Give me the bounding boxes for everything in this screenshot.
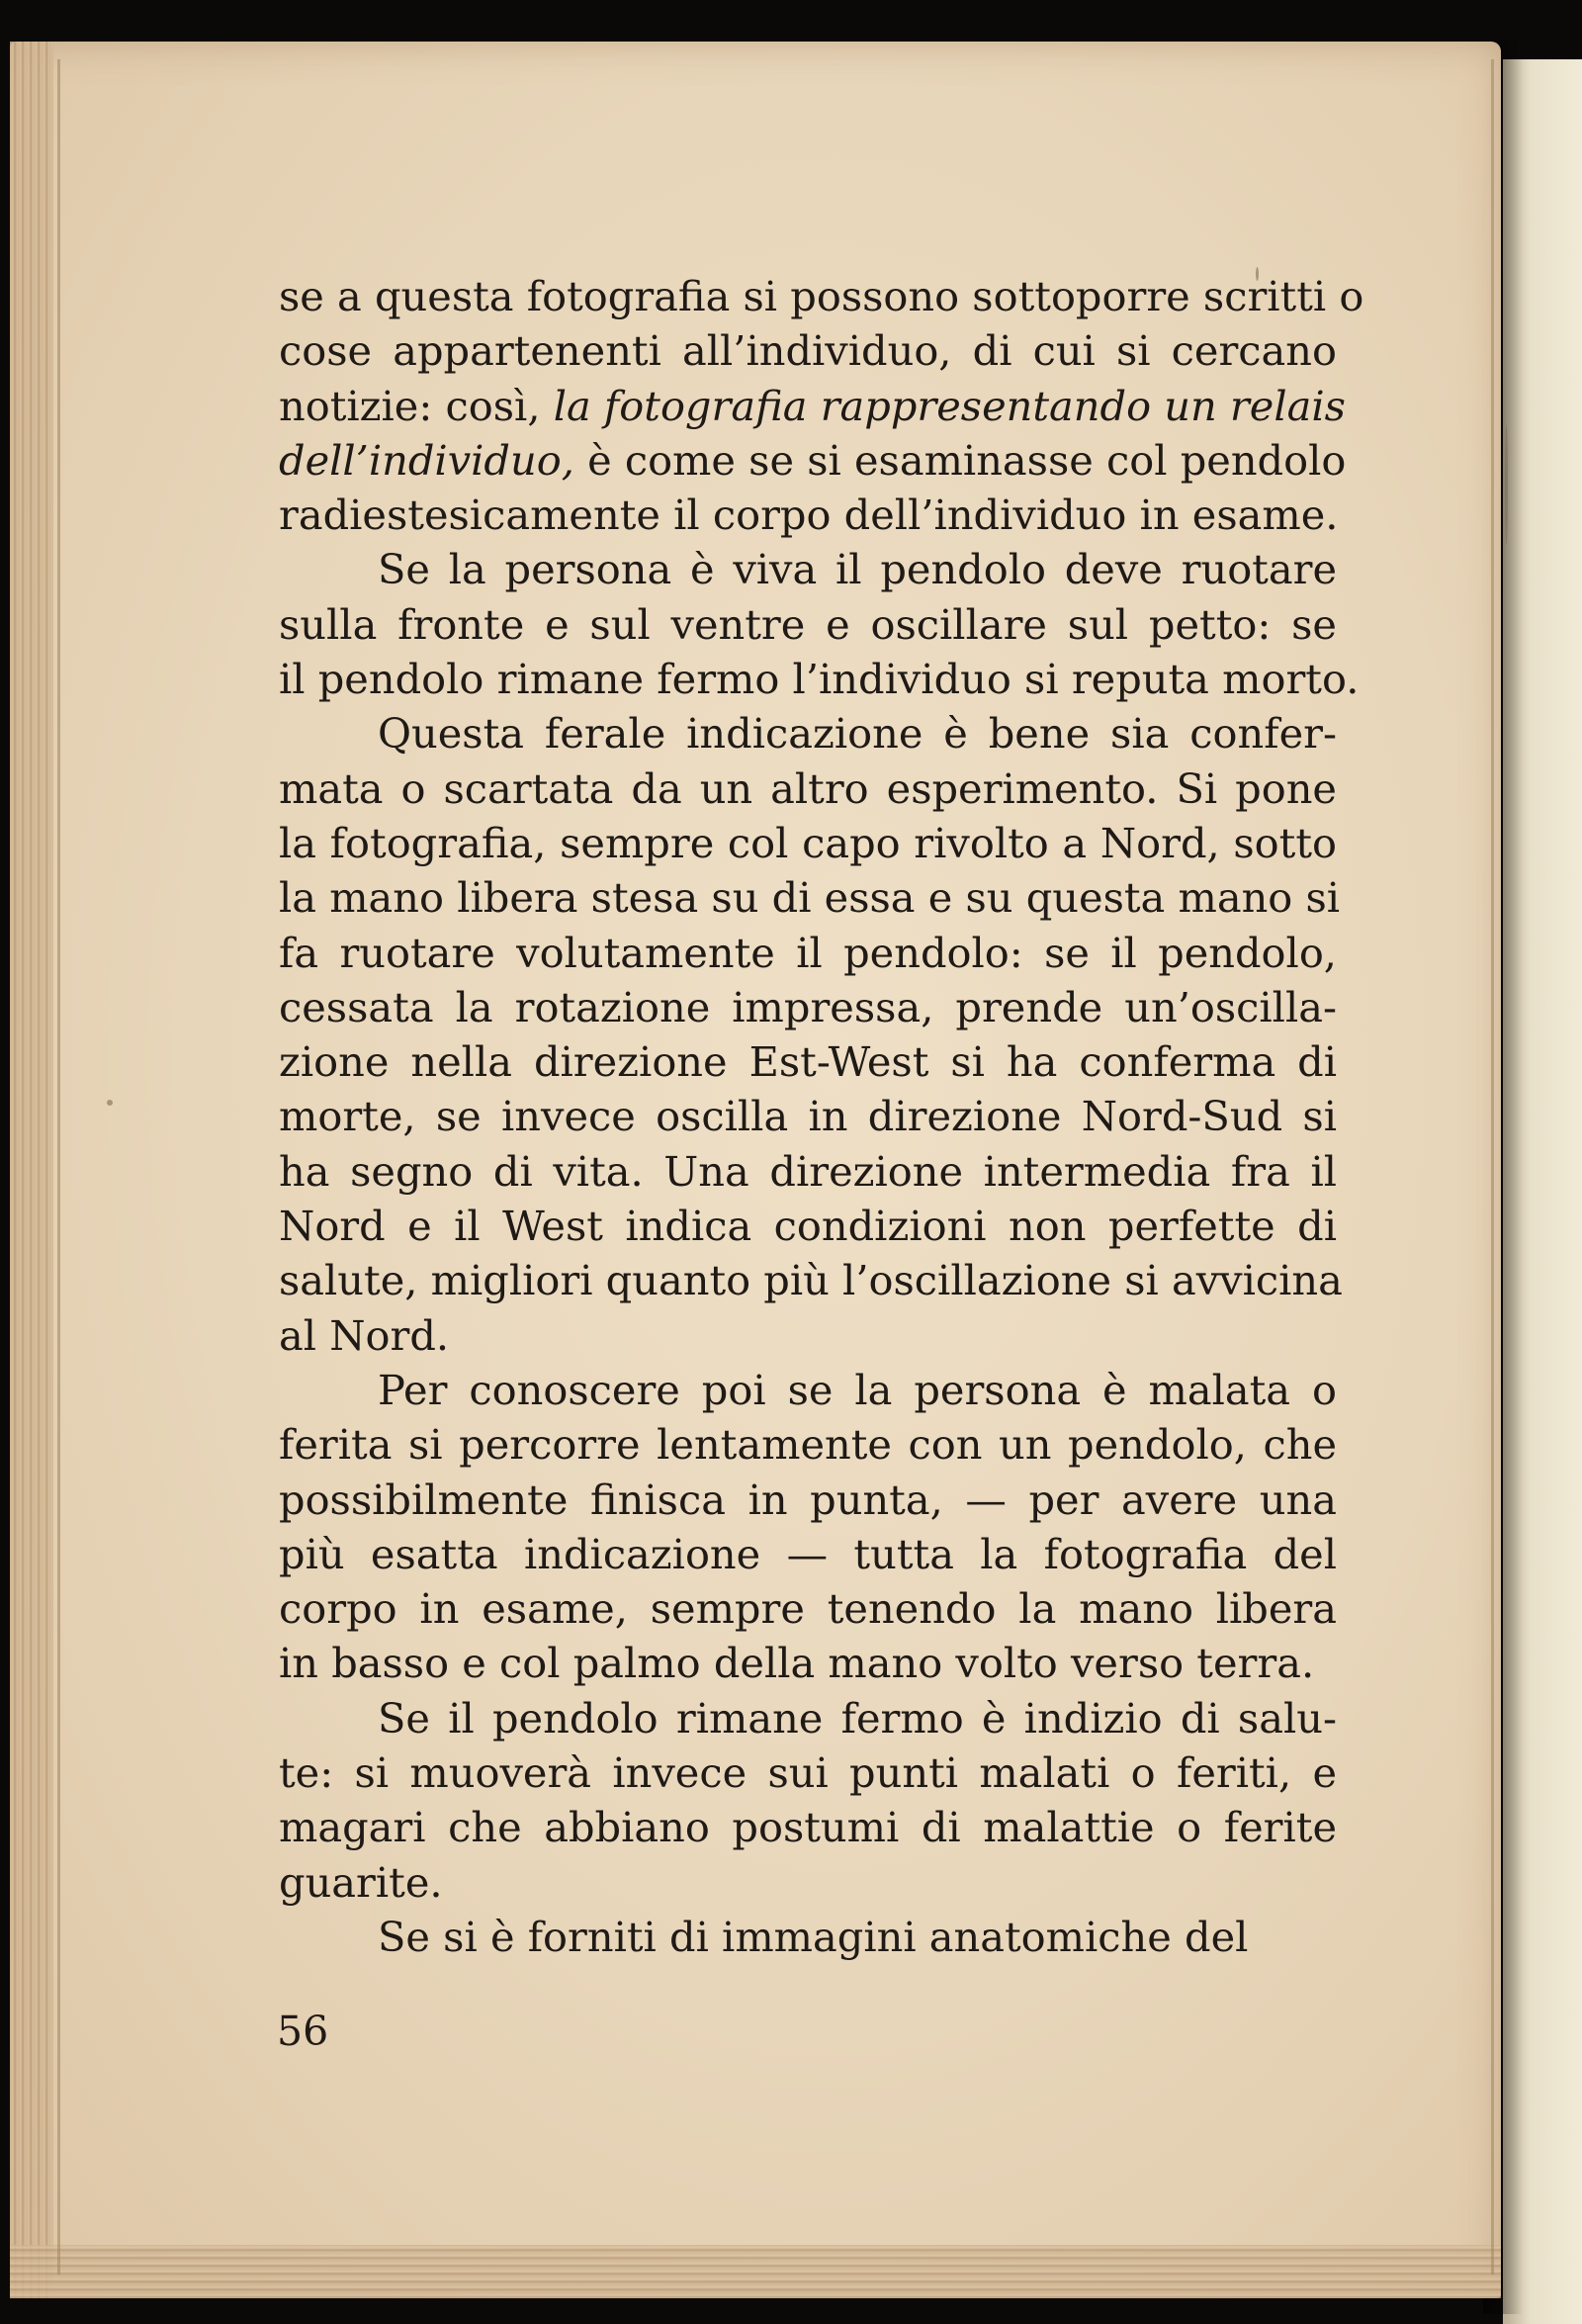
text-run: Per conoscere poi se la persona è malata o — [378, 1365, 1337, 1414]
text-line — [279, 1417, 1337, 1472]
edge-line — [1491, 59, 1494, 2275]
paragraph — [279, 269, 1364, 542]
text-run: ferita si percorre lentamente con un pendolo, che — [279, 1420, 1337, 1470]
text-line — [279, 1691, 1337, 1745]
text-line — [279, 542, 1337, 596]
text-run: la mano libera stesa su di essa e su questa mano si — [279, 873, 1341, 923]
text-line — [279, 1527, 1337, 1581]
text-line — [279, 488, 1337, 542]
text-line — [279, 379, 1346, 433]
text-line — [279, 433, 1347, 488]
text-line — [279, 926, 1337, 980]
paragraph — [279, 542, 1360, 706]
text-line — [279, 1855, 1337, 1910]
text-run: cose appartenenti all’individuo, di cui si cercano — [279, 326, 1337, 376]
paper-crease — [1505, 425, 1508, 544]
bottom-page-edges — [10, 2245, 1501, 2298]
text-run: notizie: così, — [279, 381, 554, 430]
text-line — [279, 1910, 1337, 1964]
text-line — [279, 761, 1337, 816]
text-line — [279, 1144, 1337, 1199]
text-line — [279, 597, 1337, 652]
text-run: guarite. — [279, 1857, 443, 1907]
text-run: in basso e col palmo della mano volto verso terra. — [279, 1639, 1315, 1688]
text-line — [279, 870, 1341, 925]
text-line — [279, 269, 1364, 323]
text-line — [279, 1199, 1337, 1253]
text-run: Se si è forniti di immagini anatomiche del — [378, 1912, 1249, 1961]
text-run: radiestesicamente il corpo dell’individuo in esame. — [279, 491, 1339, 540]
text-run: morte, se invece oscilla in direzione Nord-Sud si — [279, 1092, 1337, 1141]
text-line — [279, 1800, 1337, 1854]
text-run: salute, migliori quanto più l’oscillazione si avvicina — [279, 1256, 1343, 1305]
text-line — [279, 652, 1360, 706]
text-line — [279, 980, 1337, 1034]
text-run: Questa ferale indicazione è bene sia confer- — [378, 709, 1337, 759]
paragraph — [279, 1691, 1337, 1910]
text-line — [279, 1636, 1337, 1690]
text-line — [279, 323, 1337, 378]
paragraph — [279, 1363, 1337, 1691]
text-run: fa ruotare volutamente il pendolo: se il pendolo, — [279, 928, 1337, 977]
italic-text-run: dell’individuo, — [279, 435, 574, 485]
text-line — [279, 706, 1337, 760]
text-line — [279, 1363, 1337, 1417]
body-text — [279, 269, 1364, 1964]
text-run: corpo in esame, sempre tenendo la mano libera — [279, 1584, 1337, 1634]
text-run: possibilmente finisca in punta, — per avere una — [279, 1475, 1337, 1524]
text-run: se a questa fotografia si possono sottoporre scritti o — [279, 272, 1364, 320]
text-run: Se il pendolo rimane fermo è indizio di salu- — [378, 1693, 1337, 1743]
text-line — [279, 1745, 1337, 1800]
text-line — [279, 816, 1337, 870]
text-run: il pendolo rimane fermo l’individuo si reputa morto. — [279, 655, 1360, 704]
text-line — [279, 1308, 1337, 1363]
text-run: più esatta indicazione — tutta la fotografia del — [279, 1529, 1337, 1578]
text-line — [279, 1253, 1343, 1307]
italic-text-run: la fotografia rappresentando un relais — [553, 381, 1346, 430]
text-run: mata o scartata da un altro esperimento. Si pone — [279, 763, 1337, 813]
text-run: al Nord. — [279, 1310, 450, 1360]
text-run: Se la persona è viva il pendolo deve ruotare — [378, 545, 1337, 594]
paper-speck — [107, 1100, 113, 1106]
paragraph — [279, 1910, 1337, 1964]
text-run: la fotografia, sempre col capo rivolto a Nord, sotto — [279, 818, 1337, 867]
page-number: 56 — [277, 2008, 329, 2055]
text-line — [279, 1581, 1337, 1636]
paragraph — [279, 706, 1343, 1363]
text-run: cessata la rotazione impressa, prende un’oscilla- — [279, 982, 1337, 1031]
left-page-edges — [10, 42, 53, 2298]
text-run: te: si muoverà invece sui punti malati o feriti, e — [279, 1748, 1337, 1798]
text-line — [279, 1089, 1337, 1143]
text-run: ha segno di vita. Una direzione intermedia fra il — [279, 1146, 1337, 1196]
text-line — [279, 1473, 1337, 1527]
edge-line — [57, 59, 60, 2275]
text-run: è come se si esaminasse col pendolo — [573, 435, 1347, 485]
text-line — [279, 1034, 1337, 1089]
text-run: magari che abbiano postumi di malattie o ferite — [279, 1803, 1337, 1852]
text-run: sulla fronte e sul ventre e oscillare sul petto: se — [279, 599, 1337, 649]
text-run: zione nella direzione Est-West si ha conferma di — [279, 1037, 1337, 1087]
text-run: Nord e il West indica condizioni non perfette di — [279, 1202, 1337, 1251]
